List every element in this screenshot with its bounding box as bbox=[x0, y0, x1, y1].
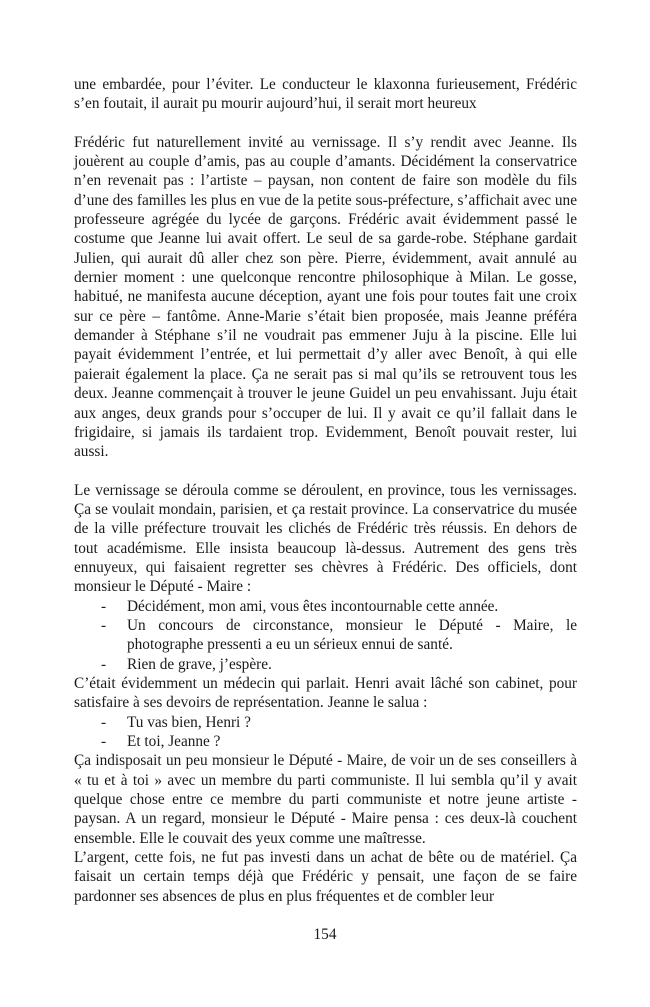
dialogue-list bbox=[74, 597, 577, 674]
dialogue-dash: - bbox=[101, 733, 107, 750]
paragraph: une embardée, pour l’éviter. Le conducteur le klaxonna furieusement, Frédéric s’en foutait, il aurait pu mourir aujourd’hui, il serait mort heureux bbox=[74, 76, 577, 113]
dialogue-dash: - bbox=[101, 713, 107, 731]
dialogue-line bbox=[74, 616, 577, 655]
paragraph-spacer bbox=[74, 114, 577, 133]
dialogue-text: Un concours de circonstance, monsieur le Député - Maire, le photographe pressenti a eu un sérieux ennui de santé. bbox=[127, 616, 577, 654]
dialogue-text: Et toi, Jeanne ? bbox=[127, 733, 221, 750]
dialogue-list bbox=[74, 713, 577, 752]
dialogue-dash: - bbox=[101, 597, 107, 615]
paragraph: Ça indisposait un peu monsieur le Député - Maire, de voir un de ses conseillers à « tu et à toi » avec un membre du parti communiste. Il lui sembla qu’il y avait quelque chose entre ce membre du parti communiste et notre jeune artiste - paysan. A un regard, monsieur le Député - Maire pensa : ces deux-là couchent ensemble. Elle le couvait des yeux comme une maîtresse. bbox=[74, 752, 577, 847]
dialogue-line bbox=[74, 655, 577, 674]
paragraph: Le vernissage se déroula comme se déroulent, en province, tous les vernissages. Ça se voulait mondain, parisien, et ça restait province. La conservatrice du musée de la ville préfecture trouvait les clichés de Frédéric très réussis. En dehors de tout académisme. Elle insista beaucoup là-dessus. Autrement des gens très ennuyeux, qui faisaient regretter ses chèvres à Frédéric. Des officiels, dont monsieur le Député - Maire : bbox=[74, 481, 577, 596]
paragraph: L’argent, cette fois, ne fut pas investi dans un achat de bête ou de matériel. Ça faisait un certain temps déjà que Frédéric y pensait, une façon de se faire pardonner ses absences de plus en plus fréquentes et de combler leur bbox=[74, 849, 577, 905]
dialogue-line bbox=[74, 597, 577, 616]
page-number: 154 bbox=[313, 926, 337, 943]
page-body bbox=[74, 75, 577, 906]
paragraph: Frédéric fut naturellement invité au vernissage. Il s’y rendit avec Jeanne. Ils jouèrent au couple d’amis, pas au couple d’amants. Décidément la conservatrice n’en revenait pas : l’artiste – paysan, non content de faire son modèle du fils d’une des familles les plus en vue de la petite sous-préfecture, s’affichait avec une professeure agrégée du lycée de garçons. Frédéric avait évidemment passé le costume que Jeanne lui avait offert. Le seul de sa garde-robe. Stéphane gardait Julien, qui aurait dû aller chez son père. Pierre, évidemment, avait annulé au dernier moment : une quelconque rencontre philosophique à Milan. Le gosse, habitué, ne manifesta aucune déception, ayant une fois pour toutes fait une croix sur ce père – fantôme. Anne-Marie s’était bien proposée, mais Jeanne préféra demander à Stéphane s’il ne voudrait pas emmener Juju à la piscine. Elle lui payait évidemment l’entrée, et lui permettait d’y aller avec Benoît, à qui elle paierait également la place. Ça ne serait pas si mal qu’ils se retrouvent tous les deux. Jeanne commençait à trouver le jeune Guidel un peu envahissant. Juju était aux anges, deux grands pour s’occuper de lui. Il y avait ce qu’il fallait dans le frigidaire, si jamais ils tardaient trop. Evidemment, Benoît pouvait rester, lui aussi. bbox=[74, 133, 577, 461]
dialogue-text: Rien de grave, j’espère. bbox=[127, 655, 272, 673]
dialogue-line bbox=[74, 713, 577, 732]
dialogue-line bbox=[74, 732, 577, 751]
dialogue-text: Tu vas bien, Henri ? bbox=[127, 713, 251, 731]
dialogue-text: Décidément, mon ami, vous êtes incontournable cette année. bbox=[127, 597, 499, 615]
dialogue-dash: - bbox=[101, 655, 107, 673]
paragraph-spacer bbox=[74, 462, 577, 481]
paragraph: C’était évidemment un médecin qui parlait. Henri avait lâché son cabinet, pour satisfaire à ses devoirs de représentation. Jeanne le salua : bbox=[74, 674, 577, 712]
dialogue-dash: - bbox=[101, 616, 107, 634]
